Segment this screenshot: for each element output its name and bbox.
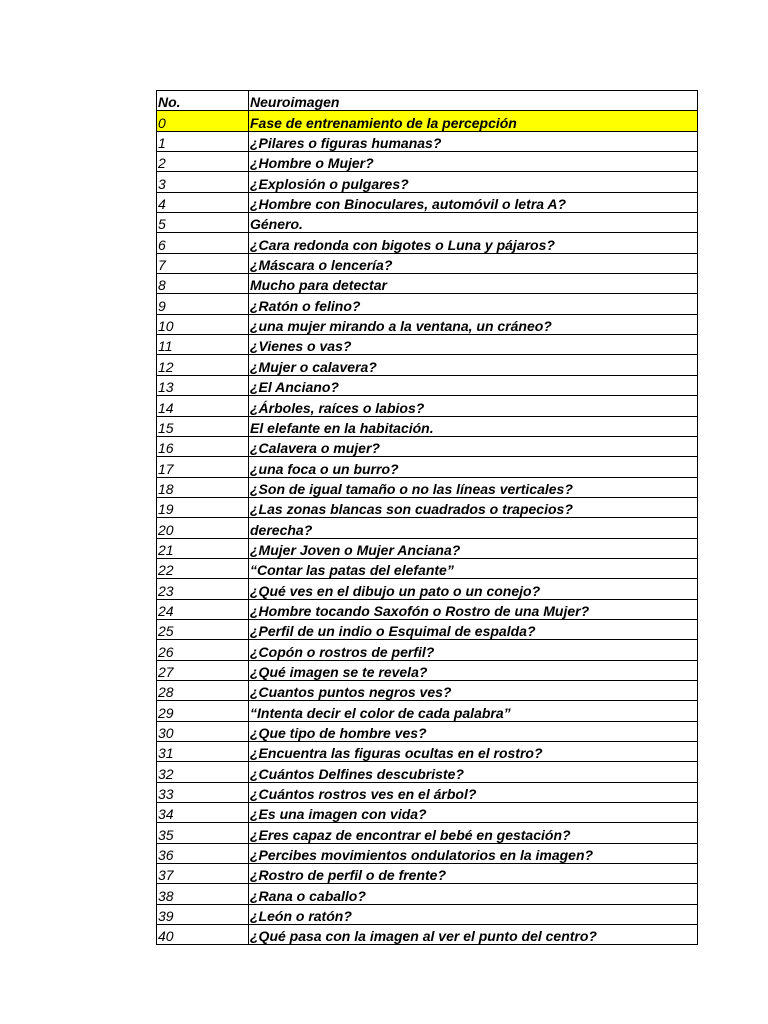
table-row	[157, 823, 698, 843]
row-number: 9	[157, 294, 249, 314]
row-question: ¿Cuántos Delfines descubriste?	[249, 762, 698, 782]
row-question: ¿Son de igual tamaño o no las líneas verticales?	[249, 477, 698, 497]
table-row	[157, 436, 698, 456]
row-question: ¿Cuantos puntos negros ves?	[249, 680, 698, 700]
table-row	[157, 294, 698, 314]
row-number: 0	[157, 111, 249, 131]
row-question: Mucho para detectar	[249, 274, 698, 294]
table-row	[157, 111, 698, 131]
row-question: ¿Eres capaz de encontrar el bebé en gestación?	[249, 823, 698, 843]
table-row	[157, 253, 698, 273]
table-row	[157, 742, 698, 762]
table-body	[157, 91, 698, 945]
row-question: ¿Cuántos rostros ves en el árbol?	[249, 782, 698, 802]
row-number: 30	[157, 721, 249, 741]
header-no: No.	[157, 91, 249, 111]
table-row	[157, 538, 698, 558]
table-row	[157, 701, 698, 721]
row-question: derecha?	[249, 518, 698, 538]
row-question: “Contar las patas del elefante”	[249, 558, 698, 578]
table-row	[157, 233, 698, 253]
row-question: ¿Qué ves en el dibujo un pato o un conejo?	[249, 579, 698, 599]
table-row	[157, 457, 698, 477]
row-number: 36	[157, 843, 249, 863]
table-row	[157, 152, 698, 172]
row-question: Género.	[249, 213, 698, 233]
row-question: ¿Mujer Joven o Mujer Anciana?	[249, 538, 698, 558]
table-row	[157, 131, 698, 151]
table-row	[157, 680, 698, 700]
row-question: ¿Rostro de perfil o de frente?	[249, 864, 698, 884]
row-question: ¿León o ratón?	[249, 904, 698, 924]
table-row	[157, 355, 698, 375]
row-number: 29	[157, 701, 249, 721]
row-question: ¿Pilares o figuras humanas?	[249, 131, 698, 151]
row-question: ¿El Anciano?	[249, 375, 698, 395]
row-number: 22	[157, 558, 249, 578]
table-row	[157, 213, 698, 233]
row-question: ¿Encuentra las figuras ocultas en el rostro?	[249, 742, 698, 762]
row-number: 23	[157, 579, 249, 599]
row-number: 27	[157, 660, 249, 680]
table-row	[157, 579, 698, 599]
table-row	[157, 314, 698, 334]
row-question: ¿Calavera o mujer?	[249, 436, 698, 456]
table-row	[157, 843, 698, 863]
row-number: 14	[157, 396, 249, 416]
table-row	[157, 335, 698, 355]
table-row	[157, 192, 698, 212]
table-row	[157, 416, 698, 436]
row-number: 20	[157, 518, 249, 538]
row-question: ¿Hombre o Mujer?	[249, 152, 698, 172]
row-question: ¿Rana o caballo?	[249, 884, 698, 904]
row-number: 26	[157, 640, 249, 660]
row-question: “Intenta decir el color de cada palabra”	[249, 701, 698, 721]
table-header-row	[157, 91, 698, 111]
table-row	[157, 660, 698, 680]
row-number: 25	[157, 619, 249, 639]
row-question: ¿Árboles, raíces o labios?	[249, 396, 698, 416]
table-row	[157, 762, 698, 782]
row-number: 16	[157, 436, 249, 456]
table-row	[157, 721, 698, 741]
row-number: 6	[157, 233, 249, 253]
table-row	[157, 396, 698, 416]
row-number: 24	[157, 599, 249, 619]
row-question: ¿Mujer o calavera?	[249, 355, 698, 375]
row-question: ¿Las zonas blancas son cuadrados o trapecios?	[249, 497, 698, 517]
row-number: 21	[157, 538, 249, 558]
table-row	[157, 884, 698, 904]
table-row	[157, 558, 698, 578]
row-number: 33	[157, 782, 249, 802]
row-number: 18	[157, 477, 249, 497]
row-number: 35	[157, 823, 249, 843]
row-question: ¿Qué imagen se te revela?	[249, 660, 698, 680]
row-number: 39	[157, 904, 249, 924]
row-question: ¿Perfil de un indio o Esquimal de espalda?	[249, 619, 698, 639]
table-row	[157, 904, 698, 924]
row-number: 4	[157, 192, 249, 212]
table-row	[157, 619, 698, 639]
row-number: 37	[157, 864, 249, 884]
table-row	[157, 518, 698, 538]
neuroimagen-table	[156, 90, 698, 945]
row-question: Fase de entrenamiento de la percepción	[249, 111, 698, 131]
row-number: 17	[157, 457, 249, 477]
row-number: 38	[157, 884, 249, 904]
row-question: ¿una mujer mirando a la ventana, un cráneo?	[249, 314, 698, 334]
row-number: 15	[157, 416, 249, 436]
row-number: 13	[157, 375, 249, 395]
row-number: 28	[157, 680, 249, 700]
row-question: ¿Vienes o vas?	[249, 335, 698, 355]
row-number: 19	[157, 497, 249, 517]
table-row	[157, 375, 698, 395]
row-question: ¿Cara redonda con bigotes o Luna y pájaros?	[249, 233, 698, 253]
table-row	[157, 599, 698, 619]
row-number: 8	[157, 274, 249, 294]
row-number: 11	[157, 335, 249, 355]
table-row	[157, 864, 698, 884]
row-question: ¿Ratón o felino?	[249, 294, 698, 314]
table-row	[157, 803, 698, 823]
table-row	[157, 640, 698, 660]
table-row	[157, 925, 698, 945]
row-number: 5	[157, 213, 249, 233]
row-number: 7	[157, 253, 249, 273]
row-question: ¿Hombre con Binoculares, automóvil o letra A?	[249, 192, 698, 212]
row-question: ¿Que tipo de hombre ves?	[249, 721, 698, 741]
row-number: 31	[157, 742, 249, 762]
table-row	[157, 274, 698, 294]
table-row	[157, 172, 698, 192]
row-number: 2	[157, 152, 249, 172]
row-question: ¿Qué pasa con la imagen al ver el punto del centro?	[249, 925, 698, 945]
row-question: ¿Máscara o lencería?	[249, 253, 698, 273]
row-number: 10	[157, 314, 249, 334]
row-number: 32	[157, 762, 249, 782]
row-question: ¿Explosión o pulgares?	[249, 172, 698, 192]
row-number: 3	[157, 172, 249, 192]
row-number: 34	[157, 803, 249, 823]
table-row	[157, 497, 698, 517]
table-row	[157, 477, 698, 497]
row-number: 40	[157, 925, 249, 945]
row-question: ¿Percibes movimientos ondulatorios en la imagen?	[249, 843, 698, 863]
row-question: ¿una foca o un burro?	[249, 457, 698, 477]
row-number: 12	[157, 355, 249, 375]
row-question: ¿Es una imagen con vida?	[249, 803, 698, 823]
row-number: 1	[157, 131, 249, 151]
row-question: ¿Hombre tocando Saxofón o Rostro de una Mujer?	[249, 599, 698, 619]
table-row	[157, 782, 698, 802]
row-question: ¿Copón o rostros de perfil?	[249, 640, 698, 660]
row-question: El elefante en la habitación.	[249, 416, 698, 436]
header-neuroimagen: Neuroimagen	[249, 91, 698, 111]
